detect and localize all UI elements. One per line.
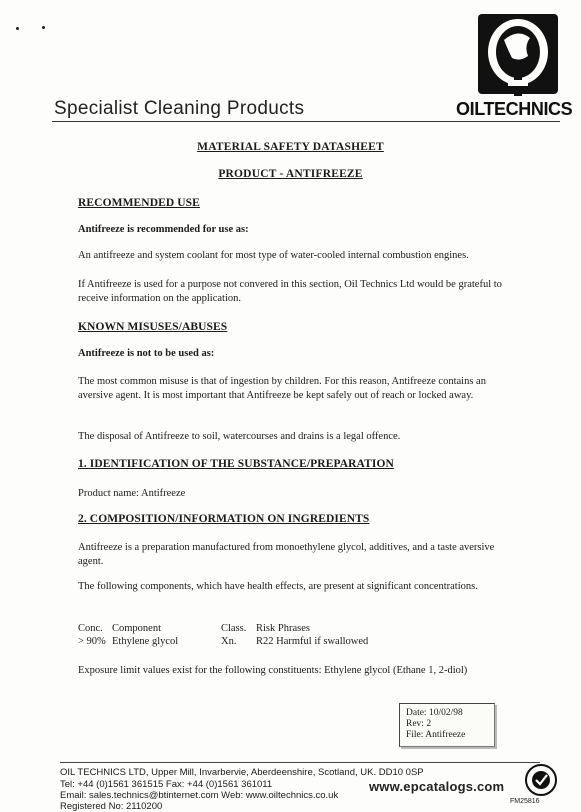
certificate-number: FM25816 (510, 798, 540, 805)
revision-box (399, 703, 495, 747)
scan-speck (16, 27, 19, 30)
recommended-use-paragraph-2: If Antifreeze is used for a purpose not convered in this section, Oil Technics Ltd would be grateful to receive information on the application. (78, 279, 502, 304)
cell-class: Xn. (221, 636, 237, 647)
product-title: PRODUCT - ANTIFREEZE (218, 168, 363, 180)
oil-technics-logo (468, 10, 568, 98)
watermark-text: www.epcatalogs.com (369, 779, 505, 794)
composition-paragraph-2: The following components, which have health effects, are present at significant concentrations. (78, 581, 478, 592)
header-component: Component (112, 623, 161, 634)
recommended-use-subheading: Antifreeze is recommended for use as: (78, 224, 249, 235)
misuses-paragraph-2: The disposal of Antifreeze to soil, watercourses and drains is a legal offence. (78, 431, 401, 442)
section-1-heading: 1. IDENTIFICATION OF THE SUBSTANCE/PREPARATION (78, 458, 394, 470)
misuses-heading: KNOWN MISUSES/ABUSES (78, 321, 228, 333)
header-conc: Conc. (78, 623, 103, 634)
exposure-limits: Exposure limit values exist for the following constituents: Ethylene glycol (Ethane 1, 2-diol) (78, 665, 468, 676)
components-table-header (78, 623, 518, 637)
cell-conc: > 90% (78, 636, 106, 647)
footer-address: OIL TECHNICS LTD, Upper Mill, Invarbervie, Aberdeenshire, Scotland, UK. DD10 0SP (60, 767, 424, 778)
footer-email-web: Email: sales.technics@btinternet.com Web: www.oiltechnics.co.uk (60, 790, 339, 801)
cell-component: Ethylene glycol (112, 636, 179, 647)
recommended-use-heading: RECOMMENDED USE (78, 197, 200, 209)
revision-date: Date: 10/02/98 (406, 708, 463, 718)
company-tagline: Specialist Cleaning Products (54, 98, 305, 119)
footer-divider (60, 762, 540, 763)
recommended-use-paragraph-1: An antifreeze and system coolant for most type of water-cooled internal combustion engines. (78, 250, 469, 261)
footer-phone-fax: Tel: +44 (0)1561 361515 Fax: +44 (0)1561 361011 (60, 779, 273, 790)
misuses-paragraph-1: The most common misuse is that of ingestion by children. For this reason, Antifreeze contains an aversive agent. It is most important that Antifreeze be kept safely out of reach or locked away. (78, 376, 486, 401)
components-table-row (78, 636, 518, 650)
header-divider (52, 121, 560, 122)
composition-paragraph-1: Antifreeze is a preparation manufactured from monoethylene glycol, additives, and a taste aversive agent. (78, 542, 495, 567)
cell-risk-phrase: R22 Harmful if swallowed (256, 636, 369, 647)
brand-name: OILTECHNICS (456, 99, 573, 119)
revision-file: File: Antifreeze (406, 730, 466, 740)
section-2-heading: 2. COMPOSITION/INFORMATION ON INGREDIENTS (78, 513, 370, 525)
product-name: Product name: Antifreeze (78, 488, 186, 499)
document-title: MATERIAL SAFETY DATASHEET (197, 141, 384, 153)
footer-registered: Registered No: 2110200 (60, 801, 163, 812)
header-class: Class. (221, 623, 247, 634)
misuses-subheading: Antifreeze is not to be used as: (78, 348, 215, 359)
revision-number: Rev: 2 (406, 719, 432, 729)
bsi-certification-icon (521, 763, 561, 797)
scan-speck (42, 26, 45, 29)
header-risk-phrases: Risk Phrases (256, 623, 310, 634)
